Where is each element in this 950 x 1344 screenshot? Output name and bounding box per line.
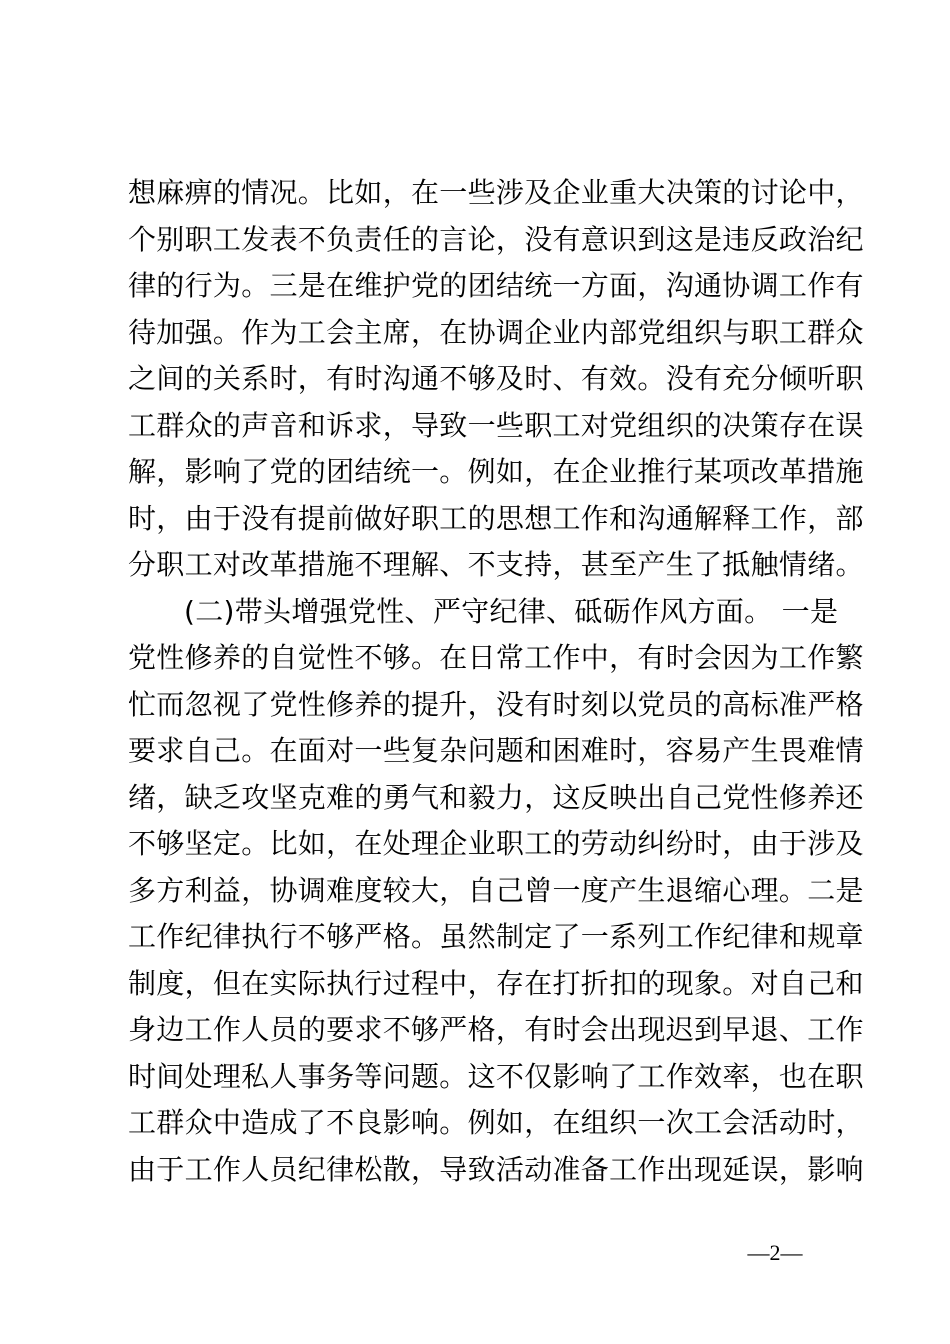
text-line: 忙而忽视了党性修养的提升，没有时刻以党员的高标准严格: [128, 687, 864, 721]
text-line: 时，由于没有提前做好职工的思想工作和沟通解释工作，部: [128, 501, 864, 535]
text-line: 解，影响了党的团结统一。例如，在企业推行某项改革措施: [128, 455, 864, 488]
text-line: 待加强。作为工会主席，在协调企业内部党组织与职工群众: [128, 315, 864, 349]
text-line: 制度，但在实际执行过程中，存在打折扣的现象。对自己和: [128, 966, 864, 1000]
text-line: 之间的关系时，有时沟通不够及时、有效。没有充分倾听职: [128, 362, 864, 395]
text-line: 工群众中造成了不良影响。例如，在组织一次工会活动时，: [128, 1106, 864, 1139]
page-number: —2—: [747, 1240, 803, 1265]
text-line: 个别职工发表不负责任的言论，没有意识到这是违反政治纪: [128, 222, 864, 256]
text-line: 工群众的声音和诉求，导致一些职工对党组织的决策存在误: [128, 408, 864, 442]
text-line: 想麻痹的情况。比如，在一些涉及企业重大决策的讨论中，: [128, 176, 864, 209]
body-text: [128, 170, 864, 1193]
text-line: 要求自己。在面对一些复杂问题和困难时，容易产生畏难情: [128, 734, 864, 767]
text-line: 由于工作人员纪律松散，导致活动准备工作出现延误，影响: [128, 1152, 864, 1186]
text-line: 绪，缺乏攻坚克难的勇气和毅力，这反映出自己党性修养还: [128, 780, 864, 814]
text-line: 不够坚定。比如，在处理企业职工的劳动纠纷时，由于涉及: [128, 827, 864, 860]
text-line: 多方利益，协调难度较大，自己曾一度产生退缩心理。二是: [128, 873, 864, 907]
text-line: 时间处理私人事务等问题。这不仅影响了工作效率，也在职: [128, 1059, 864, 1093]
section-heading-line: (二)带头增强党性、严守纪律、砥砺作风方面。 一是: [184, 594, 839, 628]
text-line: 身边工作人员的要求不够严格，有时会出现迟到早退、工作: [128, 1013, 864, 1046]
text-line: 分职工对改革措施不理解、不支持，甚至产生了抵触情绪。: [128, 548, 864, 581]
text-line: 工作纪律执行不够严格。虽然制定了一系列工作纪律和规章: [128, 920, 864, 953]
text-line: 党性修养的自觉性不够。在日常工作中，有时会因为工作繁: [128, 641, 864, 674]
text-line: 律的行为。三是在维护党的团结统一方面，沟通协调工作有: [128, 269, 864, 302]
